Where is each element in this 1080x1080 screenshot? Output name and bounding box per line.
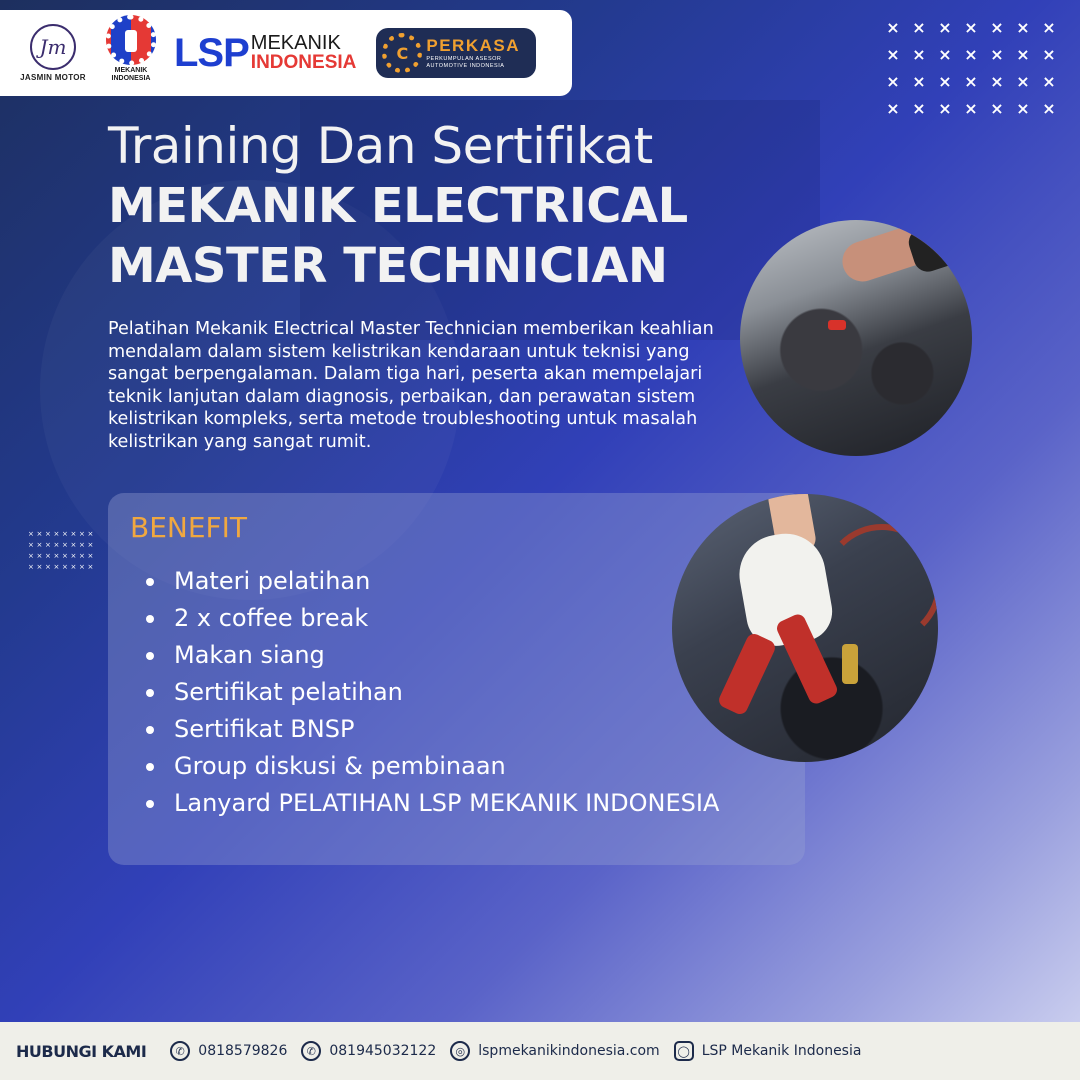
x-mark: × <box>1042 18 1056 37</box>
dot-mark: × <box>53 563 60 571</box>
x-mark: × <box>990 72 1004 91</box>
phone-2[interactable]: ✆ 081945032122 <box>301 1041 436 1061</box>
benefit-title: BENEFIT <box>130 511 248 544</box>
x-mark: × <box>938 18 952 37</box>
dot-mark: × <box>28 530 34 538</box>
x-mark: × <box>938 45 952 64</box>
phone-icon: ✆ <box>301 1041 321 1061</box>
x-mark: × <box>990 18 1004 37</box>
dot-mark: × <box>36 541 43 549</box>
x-pattern-decoration <box>880 18 1070 118</box>
x-mark: × <box>990 99 1004 118</box>
lsp-logo <box>174 31 356 76</box>
list-item: 2 x coffee break <box>146 600 719 637</box>
x-mark: × <box>886 45 900 64</box>
x-mark: × <box>964 18 978 37</box>
x-mark: × <box>964 72 978 91</box>
mi-line2: INDONESIA <box>111 75 151 82</box>
x-mark: × <box>886 18 900 37</box>
x-mark: × <box>938 99 952 118</box>
x-mark: × <box>1016 99 1030 118</box>
dot-mark: × <box>87 541 94 549</box>
dot-mark: × <box>28 552 34 560</box>
x-mark: × <box>912 72 926 91</box>
mekanik-indonesia-logo <box>102 15 160 91</box>
dot-mark: × <box>53 552 60 560</box>
dot-mark: × <box>62 563 68 571</box>
bullet-icon <box>146 800 154 808</box>
bullet-icon <box>146 726 154 734</box>
dot-mark: × <box>62 530 68 538</box>
lsp-text: LSP <box>174 30 249 75</box>
x-mark: × <box>886 99 900 118</box>
perkasa-gear-icon: C <box>382 33 422 73</box>
jasmin-name: JASMIN MOTOR <box>20 73 86 82</box>
dot-mark: × <box>45 563 51 571</box>
dot-mark: × <box>79 563 85 571</box>
dot-mark: × <box>87 552 94 560</box>
bullet-icon <box>146 578 154 586</box>
x-mark: × <box>886 72 900 91</box>
x-mark: × <box>1042 45 1056 64</box>
lsp-indonesia-text: INDONESIA <box>250 52 357 73</box>
jumper-cable-photo <box>672 494 938 762</box>
bullet-icon <box>146 652 154 660</box>
x-mark: × <box>990 45 1004 64</box>
dot-mark: × <box>53 541 60 549</box>
dot-mark: × <box>87 530 94 538</box>
dot-mark: × <box>36 530 43 538</box>
list-item: Makan siang <box>146 637 719 674</box>
list-item: Lanyard PELATIHAN LSP MEKANIK INDONESIA <box>146 785 719 822</box>
footer-title: HUBUNGI KAMI <box>16 1041 147 1061</box>
x-mark: × <box>912 45 926 64</box>
x-mark: × <box>1016 18 1030 37</box>
jasmin-mark: Jm <box>30 24 76 70</box>
x-mark: × <box>938 72 952 91</box>
dot-pattern-decoration <box>28 530 98 571</box>
dot-mark: × <box>62 541 68 549</box>
benefit-list <box>146 563 719 822</box>
dot-mark: × <box>79 541 85 549</box>
list-item: Sertifikat pelatihan <box>146 674 719 711</box>
phone-icon: ✆ <box>170 1041 190 1061</box>
title-line2: MEKANIK ELECTRICAL <box>108 178 688 234</box>
list-item: Group diskusi & pembinaan <box>146 748 719 785</box>
dot-mark: × <box>62 552 68 560</box>
perkasa-logo <box>376 28 536 78</box>
dot-mark: × <box>45 541 51 549</box>
bullet-icon <box>146 689 154 697</box>
x-mark: × <box>912 18 926 37</box>
x-mark: × <box>964 99 978 118</box>
x-mark: × <box>912 99 926 118</box>
x-mark: × <box>1016 72 1030 91</box>
title-line1: Training Dan Sertifikat <box>108 117 653 175</box>
page-title <box>108 116 808 296</box>
description: Pelatihan Mekanik Electrical Master Technician memberikan keahlian mendalam dalam sistem kelistrikan kendaraan untuk teknisi yang sangat berpengalaman. Dalam tiga hari, peserta akan mempelajari teknik lanjutan dalam diagnosis, perbaikan, dan perawatan sistem kelistrikan kompleks, serta metode troubleshooting untuk masalah kelistrikan yang sangat rumit. <box>108 319 714 452</box>
dot-mark: × <box>45 552 51 560</box>
dot-mark: × <box>70 552 77 560</box>
mi-line1: MEKANIK <box>114 67 148 74</box>
dot-mark: × <box>36 552 43 560</box>
jasmin-motor-logo <box>18 24 88 82</box>
lsp-mekanik-text: MEKANIK <box>250 32 341 54</box>
dot-mark: × <box>28 563 34 571</box>
instagram-link[interactable]: ◯ LSP Mekanik Indonesia <box>674 1041 862 1061</box>
website-link[interactable]: ◎ lspmekanikindonesia.com <box>450 1041 659 1061</box>
dot-mark: × <box>28 541 34 549</box>
bullet-icon <box>146 763 154 771</box>
perkasa-sub1: PERKUMPULAN ASESOR <box>426 56 502 62</box>
dot-mark: × <box>79 552 85 560</box>
perkasa-title: PERKASA <box>426 36 520 55</box>
dot-mark: × <box>79 530 85 538</box>
logo-bar <box>0 10 572 96</box>
contact-footer <box>0 1022 1080 1080</box>
phone-1[interactable]: ✆ 0818579826 <box>170 1041 287 1061</box>
dot-mark: × <box>53 530 60 538</box>
list-item: Sertifikat BNSP <box>146 711 719 748</box>
dot-mark: × <box>45 530 51 538</box>
list-item: Materi pelatihan <box>146 563 719 600</box>
dot-mark: × <box>87 563 94 571</box>
title-line3: MASTER TECHNICIAN <box>108 238 668 294</box>
instagram-icon: ◯ <box>674 1041 694 1061</box>
dot-mark: × <box>36 563 43 571</box>
gear-icon <box>106 15 156 65</box>
bullet-icon <box>146 615 154 623</box>
dot-mark: × <box>70 563 77 571</box>
x-mark: × <box>1016 45 1030 64</box>
dot-mark: × <box>70 541 77 549</box>
x-mark: × <box>964 45 978 64</box>
x-mark: × <box>1042 72 1056 91</box>
engine-photo <box>740 220 972 456</box>
globe-icon: ◎ <box>450 1041 470 1061</box>
x-mark: × <box>1042 99 1056 118</box>
perkasa-sub2: AUTOMOTIVE INDONESIA <box>426 63 505 69</box>
dot-mark: × <box>70 530 77 538</box>
